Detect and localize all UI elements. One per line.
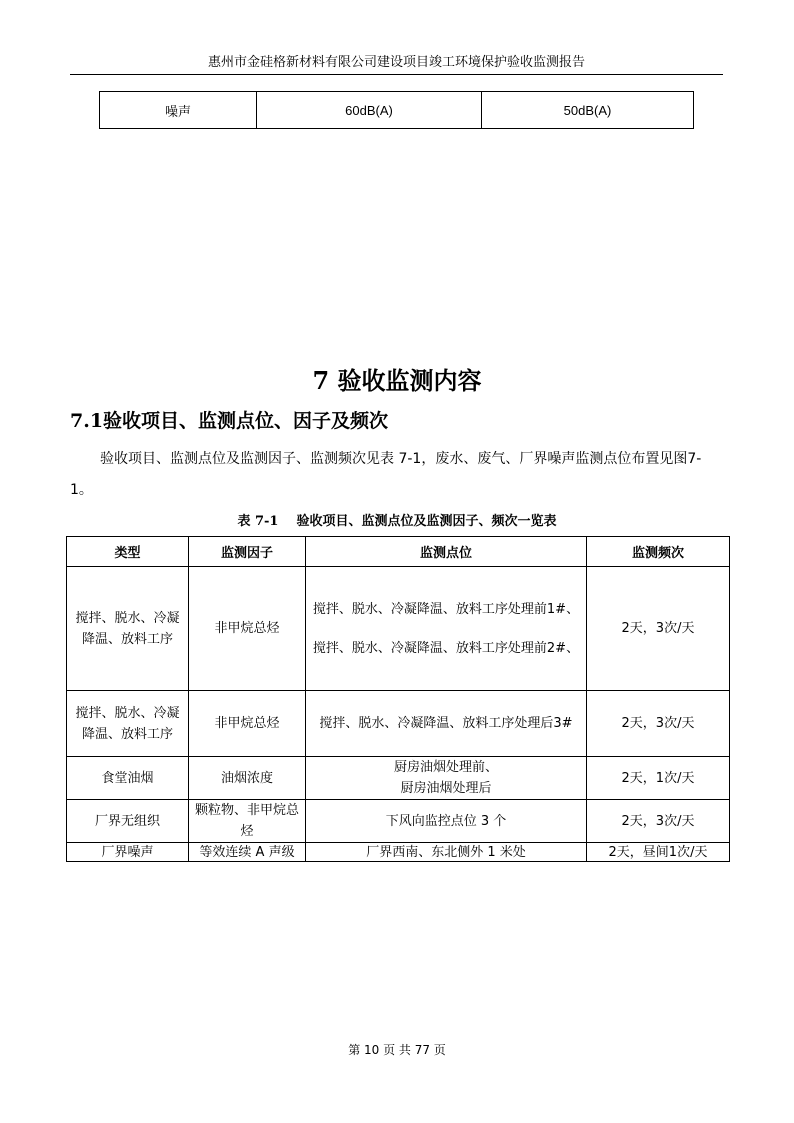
cell-frequency: 2天，3次/天 — [587, 800, 730, 843]
noise-night-cell: 50dB(A) — [482, 92, 694, 129]
point-text: 厨房油烟处理前、 — [393, 760, 498, 775]
point-text: 搅拌、脱水、冷凝降温、放料工序处理前2#、 — [312, 640, 580, 656]
table-header-row — [67, 537, 730, 567]
cell-type: 搅拌、脱水、冷凝降温、放料工序 — [67, 567, 189, 691]
header-rule — [70, 74, 723, 75]
cell-type: 厂界噪声 — [67, 843, 189, 862]
cell-frequency: 2天，昼间1次/天 — [587, 843, 730, 862]
noise-day-cell: 60dB(A) — [257, 92, 482, 129]
header-points: 监测点位 — [306, 537, 587, 567]
table-row — [67, 567, 730, 691]
cell-points — [306, 757, 587, 800]
cell-factor: 非甲烷总烃 — [189, 567, 306, 691]
table-row — [67, 800, 730, 843]
noise-item-cell: 噪声 — [100, 92, 257, 129]
cell-frequency: 2天，1次/天 — [587, 757, 730, 800]
monitoring-table — [66, 536, 730, 862]
cell-points — [306, 843, 587, 862]
cell-points — [306, 567, 587, 691]
table-row — [100, 92, 694, 129]
page-number: 第 10 页 共 77 页 — [348, 1043, 446, 1057]
cell-frequency: 2天，3次/天 — [587, 691, 730, 757]
table-row — [67, 691, 730, 757]
point-text: 搅拌、脱水、冷凝降温、放料工序处理前1#、 — [312, 601, 580, 617]
header-frequency: 监测频次 — [587, 537, 730, 567]
section-title: 7.1验收项目、监测点位、因子及频次 — [70, 410, 389, 432]
cell-factor: 非甲烷总烃 — [189, 691, 306, 757]
point-text: 厂界西南、东北侧外 1 米处 — [366, 844, 526, 860]
cell-frequency: 2天，3次/天 — [587, 567, 730, 691]
header-type: 类型 — [67, 537, 189, 567]
report-header: 惠州市金硅格新材料有限公司建设项目竣工环境保护验收监测报告 — [207, 55, 585, 70]
cell-factor: 油烟浓度 — [189, 757, 306, 800]
table-caption: 表 7-1 验收项目、监测点位及监测因子、频次一览表 — [237, 514, 557, 529]
table-row — [67, 757, 730, 800]
table-row — [67, 843, 730, 862]
header-factor: 监测因子 — [189, 537, 306, 567]
cell-factor: 等效连续 A 声级 — [189, 843, 306, 862]
point-text: 厨房油烟处理后 — [400, 781, 492, 796]
point-text: 搅拌、脱水、冷凝降温、放料工序处理后3# — [319, 716, 573, 731]
cell-points — [306, 691, 587, 757]
cell-type: 食堂油烟 — [67, 757, 189, 800]
cell-type: 搅拌、脱水、冷凝降温、放料工序 — [67, 691, 189, 757]
cell-factor: 颗粒物、非甲烷总烃 — [189, 800, 306, 843]
point-text: 下风向监控点位 3 个 — [385, 813, 507, 829]
cell-type: 厂界无组织 — [67, 800, 189, 843]
intro-paragraph: 验收项目、监测点位及监测因子、监测频次见表 7-1，废水、废气、厂界噪声监测点位布置见图7-1。 — [70, 451, 702, 498]
cell-points — [306, 800, 587, 843]
chapter-title: 7 验收监测内容 — [312, 366, 482, 395]
noise-standard-table — [99, 91, 694, 129]
